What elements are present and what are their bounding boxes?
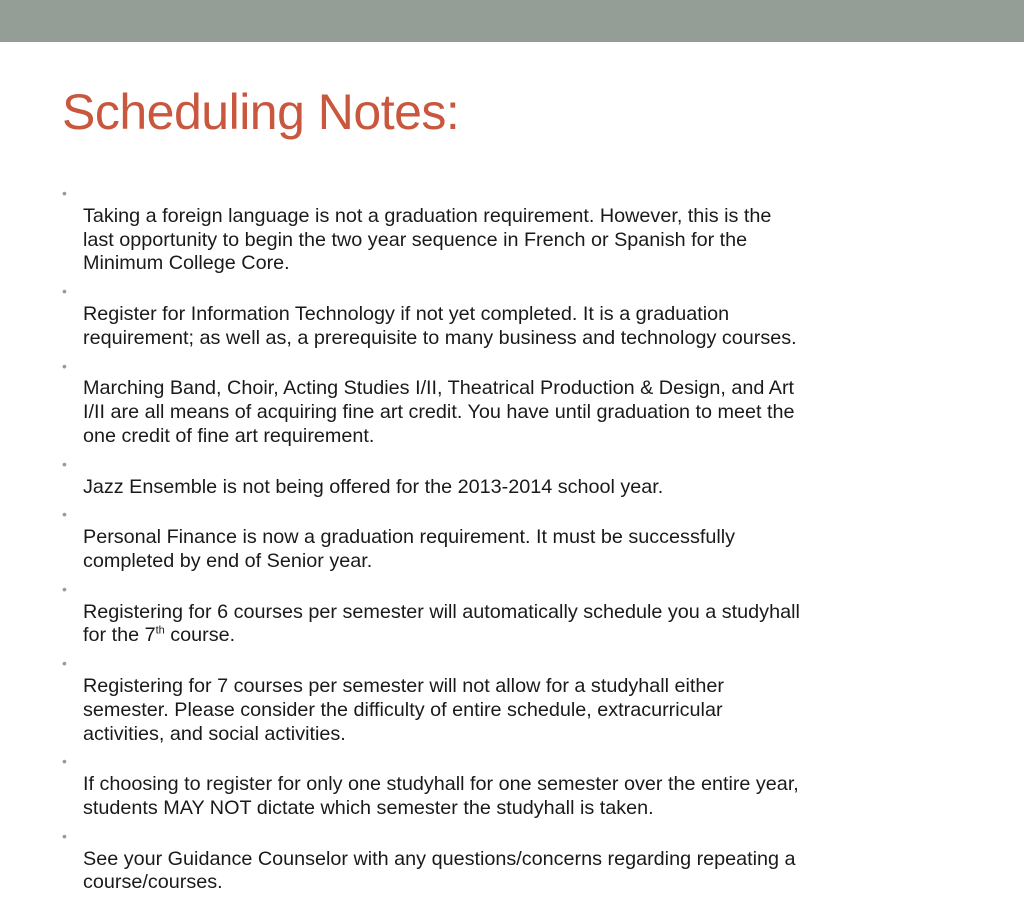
ordinal-superscript: th bbox=[155, 624, 165, 637]
bullet-text: Personal Finance is now a graduation requirement. It must be successfully completed by end of Senior year. bbox=[83, 526, 736, 572]
bullet-text: If choosing to register for only one studyhall for one semester over the entire year, students MAY NOT dictate which semester the studyhall is taken. bbox=[83, 773, 799, 819]
bullet-item bbox=[62, 354, 967, 449]
bullet-item bbox=[62, 452, 967, 500]
bullet-item bbox=[62, 651, 967, 746]
bullet-item bbox=[62, 502, 967, 573]
bullet-list bbox=[62, 181, 967, 898]
bullet-marker: • bbox=[62, 283, 67, 300]
bullet-item bbox=[62, 577, 967, 648]
bullet-marker: • bbox=[62, 655, 67, 672]
bullet-marker: • bbox=[62, 357, 67, 374]
bullet-text: Marching Band, Choir, Acting Studies I/II, Theatrical Production & Design, and Art I/II are all means of acquiring fine art credit. You have until graduation to meet the one credit of fine art requirement. bbox=[83, 377, 795, 447]
bullet-item bbox=[62, 749, 967, 820]
bullet-text: See your Guidance Counselor with any questions/concerns regarding repeating a course/courses. bbox=[83, 847, 796, 894]
slide-title: Scheduling Notes: bbox=[62, 84, 460, 140]
bullet-marker: • bbox=[62, 827, 67, 844]
bullet-item bbox=[62, 824, 967, 895]
top-accent-bar bbox=[0, 0, 1024, 42]
bullet-marker: • bbox=[62, 506, 67, 523]
bullet-text bbox=[83, 601, 800, 647]
bullet-marker: • bbox=[62, 455, 67, 472]
bullet-text-part: Registering for 6 courses per semester will automatically schedule you a studyhall for the 7 bbox=[83, 600, 800, 647]
bullet-item bbox=[62, 181, 967, 276]
bullet-text: Taking a foreign language is not a graduation requirement. However, this is the last opportunity to begin the two year sequence in French or Spanish for the Minimum College Core. bbox=[83, 204, 772, 275]
bullet-marker: • bbox=[62, 185, 67, 201]
bullet-text: Jazz Ensemble is not being offered for the 2013-2014 school year. bbox=[83, 475, 664, 498]
bullet-marker: • bbox=[62, 580, 67, 597]
bullet-marker: • bbox=[62, 753, 67, 770]
bullet-text-part: course. bbox=[164, 624, 236, 647]
bullet-text: Register for Information Technology if not yet completed. It is a graduation requirement; as well as, a prerequisite to many business and technology courses. bbox=[83, 302, 797, 349]
bullet-item bbox=[62, 279, 967, 350]
bullet-text: Registering for 7 courses per semester will not allow for a studyhall either semester. Please consider the difficulty of entire schedule, extracurricular activities, and social activities. bbox=[83, 674, 724, 745]
